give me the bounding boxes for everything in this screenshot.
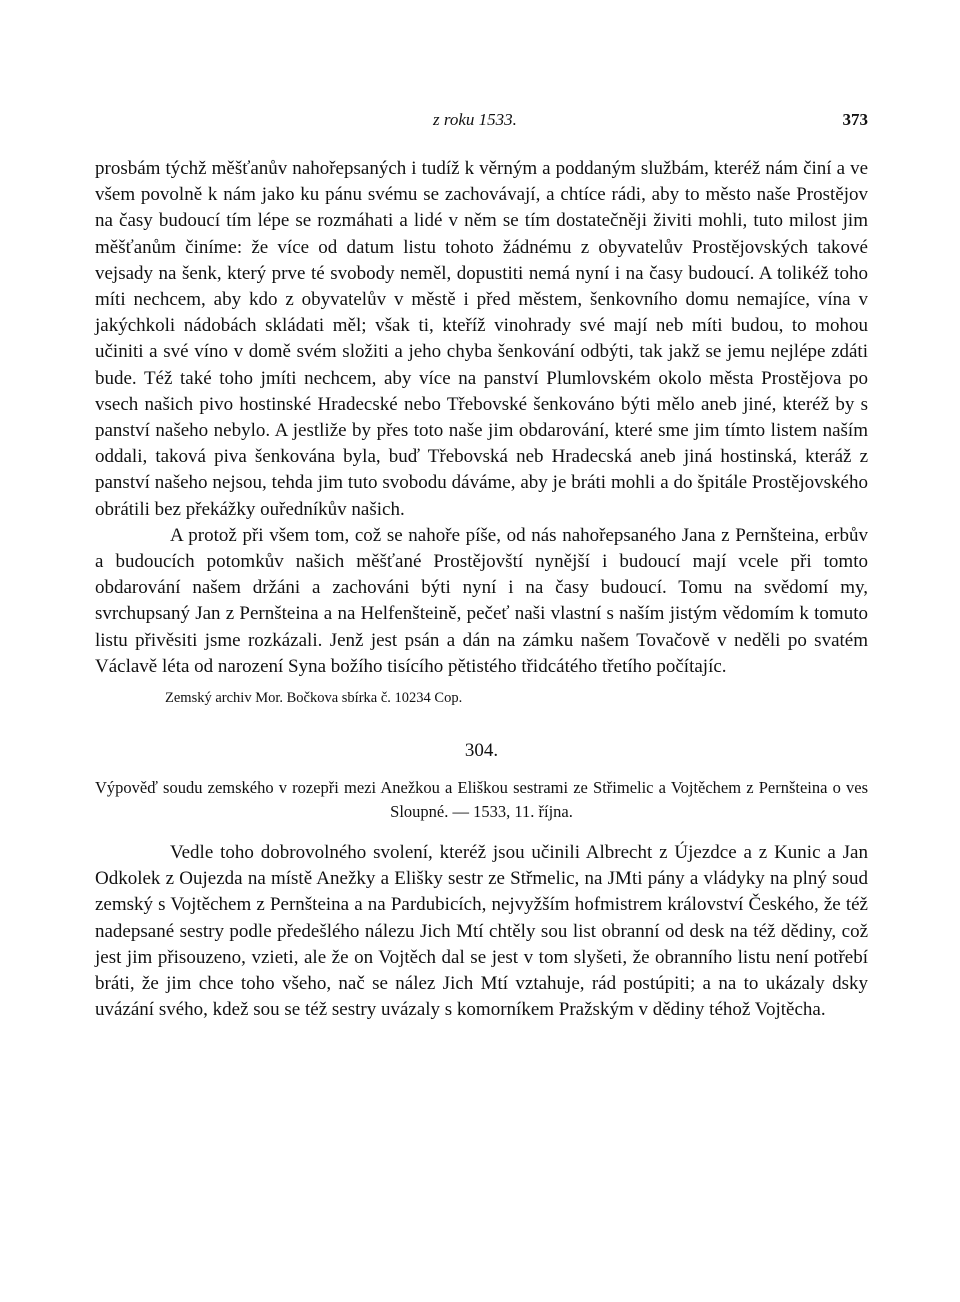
document-body: Vedle toho dobrovolného svolení, kteréž jsou učinili Albrecht z Újezdce a z Kunic a Jan Odkolek z Oujezda na místě Anežky a Elišky sestr ze Střmelic, na JMti pány a vládyky na plný soud zemský s Vojtěchem z Pernšteina a na Pardubicích, nejvyžším hofmistrem království Českého, že též nadepsané sestry podle předešlého nálezu Jich Mtí chtěly sou list obranní od desk na též dědiny, což jest jim přisouzeno, vzieti, ale že on Vojtěch dal se jest v tom slyšeti, že obranního listu není potřebí bráti, že jim chce toho všeho, nač se nález Jich Mtí vztahuje, rád postúpiti; a na to ukázaly dsky uvázání svého, kdež sou se též sestry uvázaly s komorníkem Pražským v dědiny téhož Vojtěcha. <box>95 842 868 1021</box>
document-heading: Výpověď soudu zemského v rozepři mezi Anežkou a Eliškou sestrami ze Střimelic a Vojtěchem z Pernšteina o ves Sloupné. — 1533, 11. října. <box>95 778 868 822</box>
running-title: z roku 1533. <box>433 110 517 129</box>
running-head <box>95 110 868 136</box>
paragraph-continuation: prosbám týchž měšťanův nahořepsaných i tudíž k věrným a poddaným službám, kteréž nám činí a ve všem povolně k nám jako ku pánu svému se zachovávají, a chtíce rádi, aby to město naše Prostějov na časy budoucí tím lépe se rozmáhati a lidé v něm se tím dostatečněji živiti mohli, tuto milost jim měšťanům činíme: že více od datum listu tohoto žádnému z obyvatelův Prostějovských takové vejsady na šenk, který prve té svobody neměl, dopustiti nemá nyní i na časy budoucí. A tolikéž toho míti nechcem, aby kdo z obyvatelův v městě i před městem, šenkovního domu nemajíce, vína v jakýchkoli nádobách skládati měl; však ti, kteříž vinohrady své mají neb míti budou, to mohou učiniti a své víno v domě svém složiti a jeho chyba šenkování odbýti, tak jakž se jemu nejlépe zdáti bude. Též také toho jmíti nechcem, aby více na panství Plumlovském okolo města Prostějova po vsech našich pivo hostinské Hradecské nebo Třebovské šenkováno býti mělo aneb jiné, kteréž by s panství našeho nebylo. A jestliže by přes toto naše jim obdarování, které sme jim tímto listem naším oddali, taková piva šenkována byla, buď Třebovská neb Hradecská aneb jiná hostinská, kteráž z panství našeho nejsou, tehda jim tuto svobodu dáváme, aby je bráti mohli a do špitále Prostějovského obrátili bez překážky ouředníkův našich. <box>95 158 868 520</box>
page-number: 373 <box>842 110 868 129</box>
book-page <box>95 110 868 1023</box>
paragraph-closing: A protož při všem tom, což se nahoře píše, od nás nahořepsaného Jana z Pernšteina, erbův a budoucích potomkův našich měšťané Prostějovští nynější i budoucí mají vcele při tomto obdarování našem držáni a zachováni býti nyní i na časy budoucí. Tomu na svědomí my, svrchupsaný Jan z Pernšteina a na Helfenšteině, pečeť naši vlastní s naším jistým vědomím k tomuto listu přivěsiti jsme rozkázali. Jenž jest psán a dán na zámku našem Tovačově v neděli po svatém Václavě léta od narození Syna božího tisícího pětistého třidcátého třetího počítajíc. <box>95 524 868 677</box>
source-note: Zemský archiv Mor. Bočkova sbírka č. 10234 Cop. <box>165 690 463 707</box>
document-number: 304. <box>464 740 499 762</box>
